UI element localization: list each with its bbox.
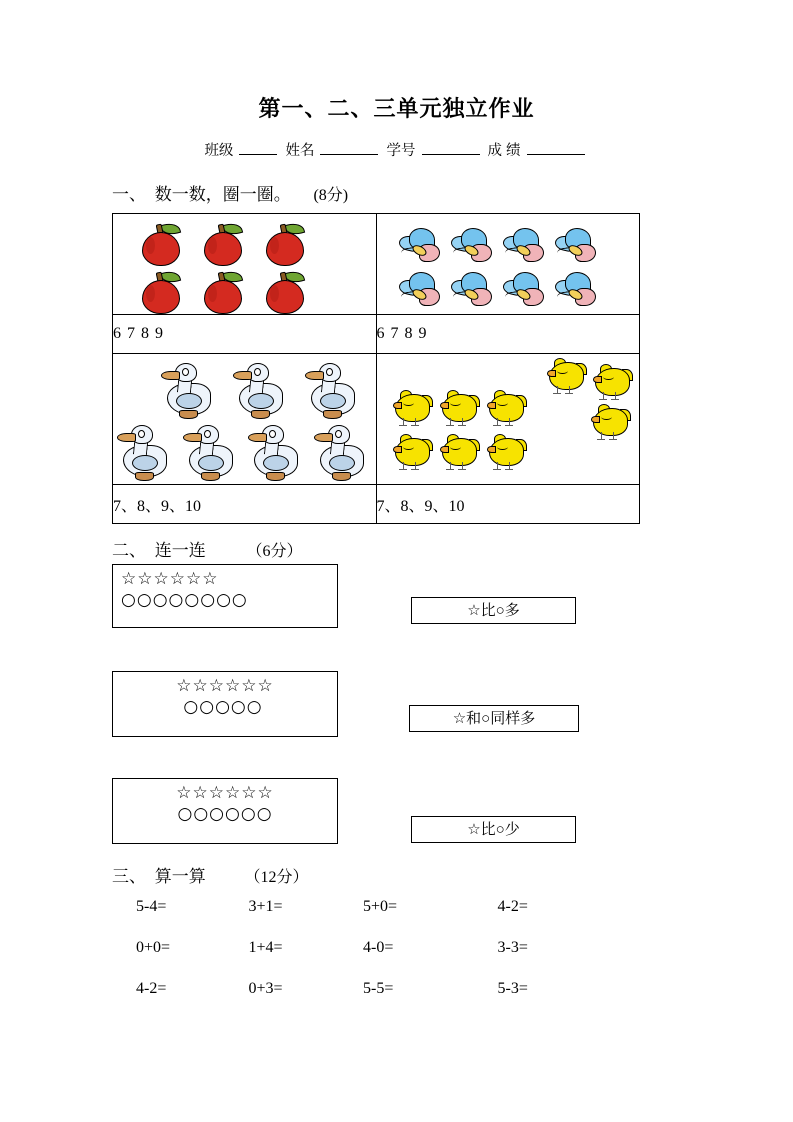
- chick-group: [377, 354, 640, 484]
- student-id-blank[interactable]: [422, 140, 480, 155]
- star-icon: ☆: [176, 783, 193, 803]
- shape-box-1: [112, 564, 338, 628]
- butterfly-icon: [555, 272, 603, 310]
- section-2-heading: [112, 536, 302, 561]
- circle-line-2: [113, 695, 337, 716]
- section-1-score: (8分): [313, 187, 349, 205]
- section-2-score: （6分）: [246, 543, 303, 560]
- duck-icon: [229, 361, 293, 421]
- butterfly-icon: [555, 228, 603, 266]
- compare-row: [0, 564, 793, 671]
- star-icon: ☆: [241, 676, 258, 696]
- arithmetic-problem[interactable]: 0+0=: [136, 939, 171, 956]
- arithmetic-problem[interactable]: 5-3=: [497, 980, 528, 997]
- arithmetic-problem[interactable]: 5-5=: [363, 980, 394, 997]
- circle-line-3: [113, 802, 337, 823]
- apple-group: [113, 214, 376, 314]
- apple-icon: [261, 270, 307, 314]
- number-choices-right-2[interactable]: 7、8、9、10: [376, 485, 640, 524]
- star-line-1: [113, 565, 337, 588]
- circle-icon: ○: [256, 804, 273, 824]
- circle-line-1: [113, 588, 337, 609]
- score-label: 成 绩: [487, 143, 521, 160]
- score-blank[interactable]: [527, 140, 585, 155]
- star-icon: ☆: [192, 676, 209, 696]
- arithmetic-row: [112, 939, 582, 980]
- chick-icon: [589, 402, 631, 442]
- table-row-numbers-2: [113, 485, 640, 524]
- section-2-label: 连一连: [154, 541, 206, 560]
- student-id-label: 学号: [386, 143, 416, 160]
- circle-icon: ○: [246, 697, 263, 717]
- chick-icon: [485, 432, 527, 472]
- apple-icon: [261, 222, 307, 266]
- table-row-pictures-2: [113, 354, 640, 485]
- star-icon: ☆: [121, 569, 138, 589]
- section-3-score: （12分）: [244, 869, 309, 886]
- star-icon: ☆: [202, 569, 219, 589]
- section-1-number: 一、: [112, 185, 146, 205]
- arithmetic-problem[interactable]: 4-0=: [363, 939, 394, 956]
- arithmetic-problem[interactable]: 5+0=: [363, 898, 398, 915]
- circle-icon: ○: [199, 697, 216, 717]
- arithmetic-problem[interactable]: 5-4=: [136, 898, 167, 915]
- butterfly-icon: [503, 228, 551, 266]
- cell-ducks: [113, 354, 377, 485]
- star-line-2: [113, 672, 337, 695]
- apple-icon: [137, 222, 183, 266]
- circle-icon: ○: [121, 590, 137, 610]
- circle-icon: ○: [231, 590, 248, 610]
- section-1-heading: [112, 180, 793, 205]
- answer-box-1[interactable]: ☆比○多: [411, 597, 576, 624]
- chick-icon: [545, 356, 587, 396]
- duck-icon: [244, 423, 308, 483]
- section-3-number: 三、: [112, 867, 146, 886]
- answer-box-2[interactable]: ☆和○同样多: [409, 705, 579, 732]
- circle-icon: ○: [183, 697, 200, 717]
- star-icon: ☆: [241, 783, 258, 803]
- number-choices-left-1[interactable]: 6 7 8 9: [113, 315, 377, 354]
- class-label: 班级: [204, 143, 234, 160]
- star-icon: ☆: [225, 783, 242, 803]
- shape-box-2: [112, 671, 338, 737]
- name-blank[interactable]: [320, 140, 378, 155]
- table-row-numbers-1: [113, 315, 640, 354]
- butterfly-icon: [451, 272, 499, 310]
- star-icon: ☆: [257, 783, 274, 803]
- circle-icon: ○: [240, 804, 257, 824]
- cell-apples: [113, 214, 377, 315]
- duck-icon: [157, 361, 221, 421]
- chick-icon: [438, 388, 480, 428]
- star-icon: ☆: [186, 569, 203, 589]
- star-icon: ☆: [176, 676, 193, 696]
- star-line-3: [113, 779, 337, 802]
- name-label: 姓名: [285, 143, 315, 160]
- counting-table: [112, 213, 640, 524]
- arithmetic-problem[interactable]: 0+3=: [248, 980, 283, 997]
- arithmetic-row: [112, 980, 582, 1021]
- arithmetic-problem[interactable]: 4-2=: [497, 898, 528, 915]
- number-choices-left-2[interactable]: 7、8、9、10: [113, 485, 377, 524]
- star-icon: ☆: [137, 569, 154, 589]
- class-blank[interactable]: [239, 140, 277, 155]
- circle-icon: ○: [200, 590, 217, 610]
- compare-row: [0, 671, 793, 778]
- apple-icon: [137, 270, 183, 314]
- arithmetic-row: [112, 898, 582, 939]
- star-icon: ☆: [257, 676, 274, 696]
- arithmetic-section: [112, 898, 582, 1021]
- student-info-line: [0, 139, 793, 160]
- circle-icon: ○: [193, 804, 210, 824]
- circle-icon: ○: [168, 590, 185, 610]
- chick-icon: [391, 432, 433, 472]
- shape-box-3: [112, 778, 338, 844]
- compare-section: [0, 564, 793, 885]
- circle-icon: ○: [216, 590, 232, 610]
- star-icon: ☆: [169, 569, 186, 589]
- duck-icon: [179, 423, 243, 483]
- butterfly-group: [377, 218, 640, 310]
- star-icon: ☆: [153, 569, 170, 589]
- duck-icon: [301, 361, 365, 421]
- section-1-label: 数一数，圈一圈。: [154, 185, 291, 205]
- circle-icon: ○: [184, 590, 201, 610]
- chick-icon: [485, 388, 527, 428]
- circle-icon: ○: [177, 804, 194, 824]
- section-3-label: 算一算: [154, 867, 206, 886]
- star-icon: ☆: [208, 783, 225, 803]
- number-choices-right-1[interactable]: 6 7 8 9: [376, 315, 640, 354]
- page-title: 第一、二、三单元独立作业: [258, 96, 535, 121]
- circle-icon: ○: [136, 590, 153, 610]
- arithmetic-problem[interactable]: 3-3=: [497, 939, 528, 956]
- arithmetic-problem[interactable]: 3+1=: [248, 898, 283, 915]
- butterfly-icon: [399, 228, 447, 266]
- apple-icon: [199, 222, 245, 266]
- circle-icon: ○: [209, 804, 225, 824]
- answer-box-3[interactable]: ☆比○少: [411, 816, 576, 843]
- star-icon: ☆: [192, 783, 209, 803]
- chick-icon: [391, 388, 433, 428]
- circle-icon: ○: [225, 804, 241, 824]
- section-3-heading: [112, 862, 308, 887]
- butterfly-icon: [451, 228, 499, 266]
- chick-icon: [591, 362, 633, 402]
- butterfly-icon: [503, 272, 551, 310]
- circle-icon: ○: [215, 697, 231, 717]
- chick-icon: [438, 432, 480, 472]
- circle-icon: ○: [152, 590, 169, 610]
- section-2-number: 二、: [112, 541, 146, 560]
- circle-icon: ○: [230, 697, 247, 717]
- arithmetic-problem[interactable]: 1+4=: [248, 939, 283, 956]
- apple-icon: [199, 270, 245, 314]
- duck-icon: [310, 423, 374, 483]
- butterfly-icon: [399, 272, 447, 310]
- duck-group: [113, 355, 376, 483]
- table-row-pictures-1: [113, 214, 640, 315]
- cell-butterflies: [376, 214, 640, 315]
- arithmetic-problem[interactable]: 4-2=: [136, 980, 167, 997]
- duck-icon: [113, 423, 177, 483]
- cell-chicks: [376, 354, 640, 485]
- star-icon: ☆: [208, 676, 225, 696]
- star-icon: ☆: [225, 676, 242, 696]
